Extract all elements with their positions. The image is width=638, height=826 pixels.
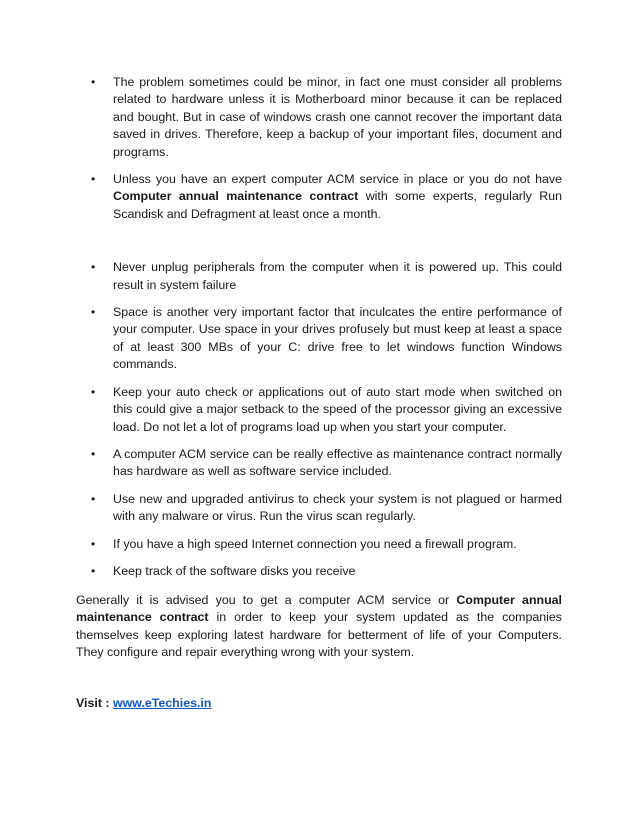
bullet-icon: • bbox=[91, 536, 96, 551]
list-item bbox=[0, 536, 562, 553]
closing-paragraph bbox=[76, 592, 562, 662]
visit-line bbox=[76, 695, 211, 712]
bullet-text: Space is another very important factor that inculcates the entire performance of your computer. Use space in your drives profusely but must keep at least a space of at least 300 MBs of your C: drive free to let windows function Windows commands. bbox=[113, 305, 562, 372]
bullet-icon: • bbox=[91, 75, 96, 89]
closing-text-post: in order to keep your system updated as the companies themselves keep exploring latest hardware for betterment of life of your Computers. They configure and repair everything wrong with your system. bbox=[76, 610, 562, 660]
list-item bbox=[0, 74, 562, 161]
closing-text-pre: Generally it is advised you to get a computer ACM service or bbox=[76, 593, 457, 607]
bullet-text: Use new and upgraded antivirus to check your system is not plagued or harmed with any malware or virus. Run the virus scan regularly. bbox=[113, 491, 562, 524]
list-item bbox=[0, 304, 562, 374]
bullet-icon: • bbox=[91, 563, 96, 578]
bullet-icon: • bbox=[91, 491, 96, 506]
list-item bbox=[0, 171, 562, 223]
list-item bbox=[0, 259, 562, 294]
list-item bbox=[0, 491, 562, 526]
website-link[interactable]: www.eTechies.in bbox=[112, 696, 212, 710]
bullet-icon: • bbox=[91, 384, 96, 399]
list-item bbox=[0, 446, 562, 481]
bullet-text: Keep your auto check or applications out of auto start mode when switched on this could give a major setback to the speed of the processor giving an excessive load. Do not let a lot of programs load up when you start your computer. bbox=[113, 384, 562, 434]
bullet-icon: • bbox=[91, 446, 96, 461]
tips-bullet-list bbox=[0, 74, 638, 580]
list-item bbox=[0, 384, 562, 436]
list-item bbox=[0, 563, 562, 580]
bullet-text: If you have a high speed Internet connection you need a firewall program. bbox=[113, 536, 517, 551]
bullet-text-pre: Unless you have an expert computer ACM service in place or you do not have bbox=[113, 172, 562, 187]
bullet-text: A computer ACM service can be really effective as maintenance contract normally has hardware as well as software service included. bbox=[113, 446, 562, 479]
bullet-text: Keep track of the software disks you receive bbox=[113, 563, 356, 578]
bullet-icon: • bbox=[91, 172, 96, 187]
bullet-text-post: with some experts, regularly Run Scandisk and Defragment at least once a month. bbox=[113, 189, 562, 221]
visit-label: Visit : bbox=[76, 696, 113, 710]
bullet-text: Never unplug peripherals from the computer when it is powered up. This could result in system failure bbox=[113, 260, 562, 292]
bullet-text: The problem sometimes could be minor, in fact one must consider all problems related to hardware unless it is Motherboard minor because it can be replaced and bought. But in case of windows crash one cannot recover the important data saved in drives. Therefore, keep a backup of your important files, document and programs. bbox=[113, 75, 562, 159]
closing-text-bold: Computer annual maintenance contract bbox=[76, 593, 562, 625]
bullet-icon: • bbox=[91, 305, 96, 320]
bullet-text-bold: Computer annual maintenance contract bbox=[113, 189, 359, 204]
bullet-icon: • bbox=[91, 260, 96, 275]
